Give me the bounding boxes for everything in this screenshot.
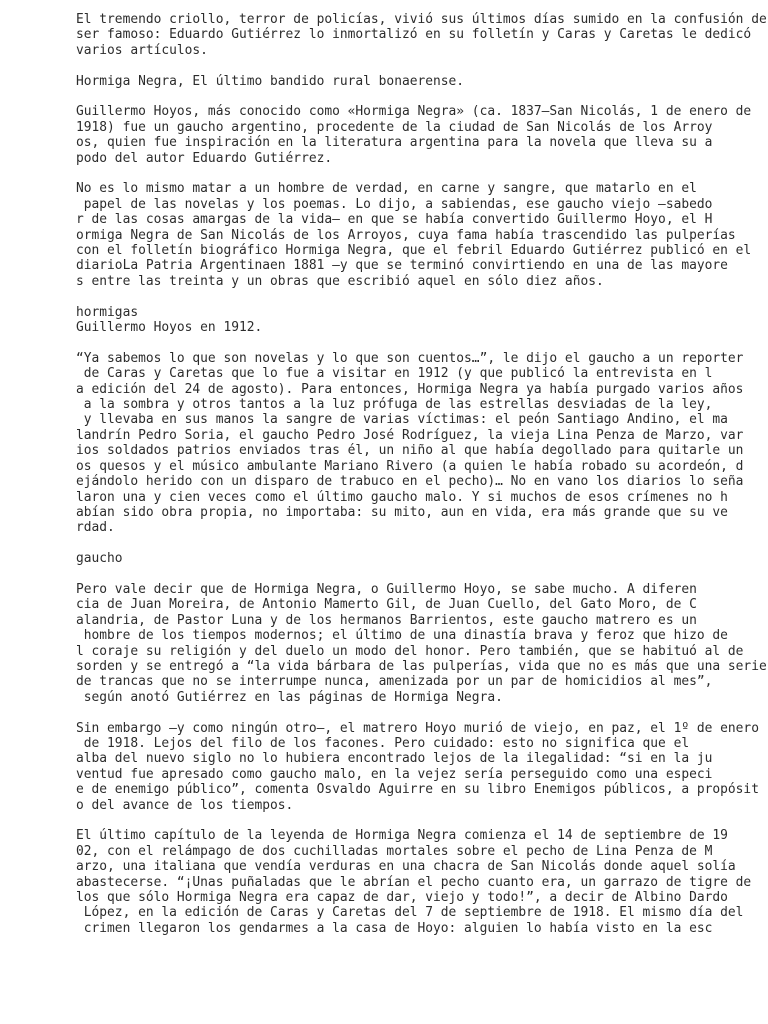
text-line: ios soldados patrios enviados tras él, un niño al que había degollado para quitarle un [76, 443, 744, 459]
text-line: varios artículos. [76, 42, 208, 58]
text-line: 02, con el relámpago de dos cuchilladas mortales sobre el pecho de Lina Penza de M [76, 843, 713, 859]
text-line: 1918) fue un gaucho argentino, procedente de la ciudad de San Nicolás de los Arroy [76, 119, 713, 135]
text-line: ejándolo herido con un disparo de trabuco en el pecho)… No en vano los diarios lo seña [76, 474, 744, 490]
text-line: ser famoso: Eduardo Gutiérrez lo inmortalizó en su folletín y Caras y Caretas le dedicó [76, 27, 752, 43]
text-line: r de las cosas amargas de la vida– en que se había convertido Guillermo Hoyo, el H [76, 212, 713, 228]
text-line: Guillermo Hoyos, más conocido como «Hormiga Negra» (ca. 1837–San Nicolás, 1 de enero de [76, 104, 752, 120]
text-line: de Caras y Caretas que lo fue a visitar en 1912 (y que publicó la entrevista en l [76, 366, 713, 382]
text-line: os, quien fue inspiración en la literatura argentina para la novela que lleva su a [76, 135, 713, 151]
text-line: papel de las novelas y los poemas. Lo dijo, a sabiendas, ese gaucho viejo –sabedo [76, 196, 713, 212]
paragraph [76, 551, 756, 566]
text-line: s entre las treinta y un obras que escribió aquel en sólo diez años. [76, 273, 604, 289]
text-line: de trancas que no se interrumpe nunca, amenizada por un par de homicidios al mes”, [76, 674, 713, 690]
text-line: El tremendo criollo, terror de policías, vivió sus últimos días sumido en la confusión de [76, 12, 767, 27]
text-line: podo del autor Eduardo Gutiérrez. [76, 150, 333, 166]
text-line: arzo, una italiana que vendía verduras en una chacra de San Nicolás donde aquel solía [76, 859, 736, 875]
text-line: abastecerse. “¡Unas puñaladas que le abrían el pecho cuanto era, un garrazo de tigre de [76, 874, 752, 890]
text-line: abían sido obra propia, no importaba: su mito, aun en vida, era más grande que su ve [76, 504, 728, 520]
text-line: sorden y se entregó a “la vida bárbara de las pulperías, vida que no es más que una serie [76, 658, 767, 674]
paragraph [76, 351, 756, 536]
text-line: alandria, de Pastor Luna y de los hermanos Barrientos, este gaucho matrero es un [76, 612, 697, 628]
text-line: alba del nuevo siglo no lo hubiera encontrado lejos de la ilegalidad: “si en la ju [76, 751, 713, 767]
paragraph [76, 104, 756, 166]
text-line: diarioLa Patria Argentinaen 1881 –y que se terminó convirtiendo en una de las mayore [76, 258, 728, 274]
text-line: rdad. [76, 520, 115, 536]
text-line: hormigas [76, 304, 139, 320]
text-line: ventud fue apresado como gaucho malo, en la vejez sería perseguido como una especi [76, 766, 713, 782]
text-line: No es lo mismo matar a un hombre de verdad, en carne y sangre, que matarlo en el [76, 181, 697, 197]
text-line: los que sólo Hormiga Negra era capaz de dar, viejo y todo!”, a decir de Albino Dardo [76, 890, 728, 906]
paragraph [76, 305, 756, 336]
text-line: a la sombra y otros tantos a la luz prófuga de las estrellas desviadas de la ley, [76, 397, 713, 413]
text-line: o del avance de los tiempos. [76, 797, 294, 813]
text-line: Guillermo Hoyos en 1912. [76, 320, 263, 336]
text-line: l coraje su religión y del duelo un modo del honor. Pero también, que se habituó al de [76, 643, 744, 659]
text-line: de 1918. Lejos del filo de los facones. Pero cuidado: esto no significa que el [76, 735, 690, 751]
text-line: os quesos y el músico ambulante Mariano Rivero (a quien le había robado su acordeón, d [76, 458, 744, 474]
text-line: con el folletín biográfico Hormiga Negra, que el febril Eduardo Gutiérrez publicó en el [76, 243, 752, 259]
text-line: crimen llegaron los gendarmes a la casa de Hoyo: alguien lo había visto en la esc [76, 920, 713, 936]
text-line: a edición del 24 de agosto). Para entonces, Hormiga Negra ya había purgado varios años [76, 381, 744, 397]
paragraph [76, 12, 767, 58]
text-line: ormiga Negra de San Nicolás de los Arroyos, cuya fama había trascendido las pulperías [76, 227, 736, 243]
text-line: López, en la edición de Caras y Caretas del 7 de septiembre de 1918. El mismo día del [76, 905, 744, 921]
text-line: Sin embargo –y como ningún otro–, el matrero Hoyo murió de viejo, en paz, el 1º de enero [76, 720, 759, 736]
document-page [76, 12, 767, 952]
text-line: landrín Pedro Soria, el gaucho Pedro José Rodríguez, la vieja Lina Penza de Marzo, var [76, 427, 744, 443]
text-line: según anotó Gutiérrez en las páginas de Hormiga Negra. [76, 689, 503, 705]
text-line: El último capítulo de la leyenda de Hormiga Negra comienza el 14 de septiembre de 19 [76, 828, 728, 844]
text-line: “Ya sabemos lo que son novelas y lo que son cuentos…”, le dijo el gaucho a un reporter [76, 350, 744, 366]
text-line: cia de Juan Moreira, de Antonio Mamerto Gil, de Juan Cuello, del Gato Moro, de C [76, 597, 697, 613]
paragraph [76, 581, 767, 705]
paragraph [76, 181, 756, 289]
paragraph [76, 74, 756, 89]
text-line: Hormiga Negra, El último bandido rural bonaerense. [76, 73, 465, 89]
text-line: gaucho [76, 551, 123, 567]
text-line: e de enemigo público”, comenta Osvaldo Aguirre en su libro Enemigos públicos, a propósit [76, 782, 759, 798]
paragraph [76, 828, 756, 936]
text-line: Pero vale decir que de Hormiga Negra, o Guillermo Hoyo, se sabe mucho. A diferen [76, 581, 697, 597]
text-line: hombre de los tiempos modernos; el último de una dinastía brava y feroz que hizo de [76, 628, 728, 644]
text-line: laron una y cien veces como el último gaucho malo. Y si muchos de esos crímenes no h [76, 489, 728, 505]
text-line: y llevaba en sus manos la sangre de varias víctimas: el peón Santiago Andino, el ma [76, 412, 728, 428]
paragraph [76, 720, 759, 813]
